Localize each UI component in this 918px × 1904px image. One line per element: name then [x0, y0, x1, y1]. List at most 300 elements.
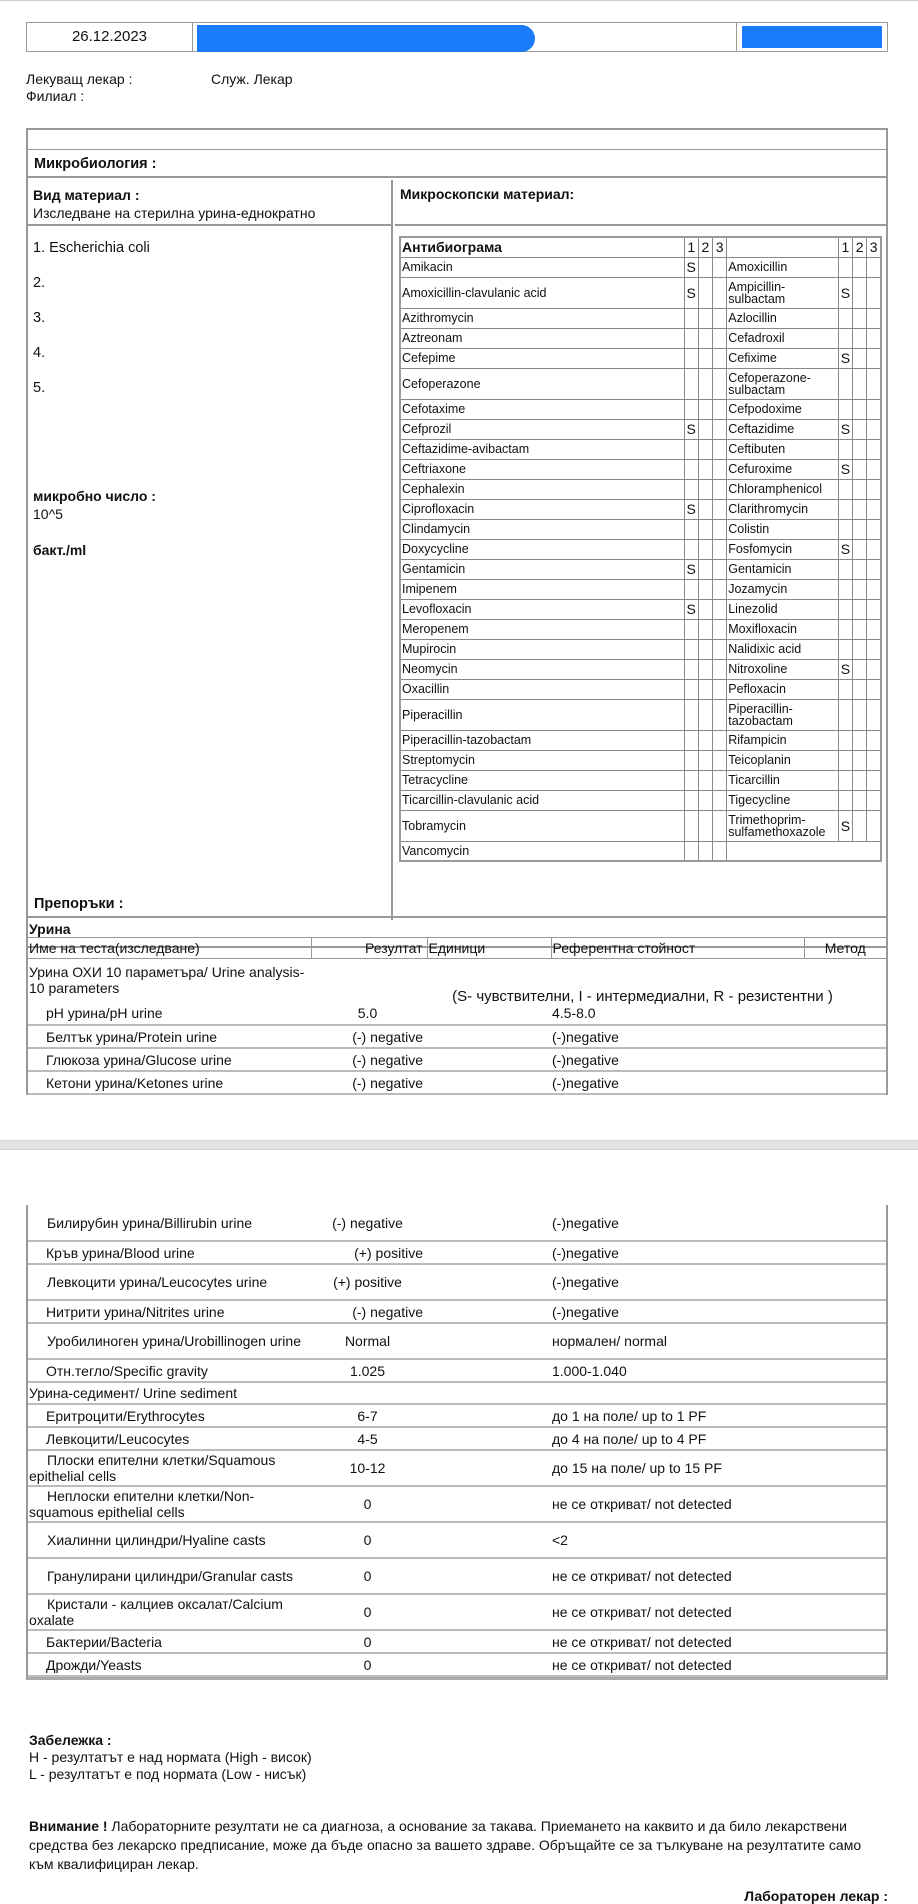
redaction-bar	[197, 25, 535, 52]
susceptibility-cell	[713, 277, 727, 308]
test-method	[804, 1002, 886, 1025]
susceptibility-cell	[838, 699, 852, 730]
branch-label: Филиал :	[26, 88, 85, 104]
antibiogram-row	[400, 699, 881, 730]
test-method	[804, 1486, 886, 1522]
antibiotic-name: Cefoperazone	[400, 368, 684, 399]
susceptibility-cell	[713, 419, 727, 439]
col-test-name: Име на теста(изследване)	[28, 938, 311, 958]
susceptibility-cell	[713, 399, 727, 419]
antibiotic-name: Vancomycin	[400, 841, 684, 861]
group-title-text: Урина ОХИ 10 параметъра/ Urine analysis-10 parameters	[29, 964, 305, 997]
test-method	[804, 1205, 886, 1241]
test-reference: (-)negative	[552, 1244, 619, 1261]
patient-id-field	[737, 23, 887, 51]
note-low: L - резултатът е под нормата (Low - нисък)	[29, 1766, 307, 1782]
test-method	[804, 1594, 886, 1630]
test-method	[804, 1300, 886, 1323]
material-value: Изследване на стерилна урина-еднократно	[33, 205, 316, 221]
susceptibility-cell	[698, 328, 712, 348]
susceptibility-cell: S	[684, 419, 698, 439]
susceptibility-cell: S	[684, 499, 698, 519]
test-result: (-) negative	[352, 1051, 423, 1068]
susceptibility-cell	[867, 308, 881, 328]
antibiotic-name: Ceftazidime	[727, 419, 839, 439]
table-row	[28, 1522, 886, 1558]
blank-header	[727, 237, 839, 257]
antibiogram-row	[400, 659, 881, 679]
test-units	[427, 1241, 551, 1264]
susceptibility-cell	[684, 679, 698, 699]
test-reference: не се откриват/ not detected	[552, 1633, 732, 1650]
susceptibility-cell	[867, 348, 881, 368]
table-row	[28, 1300, 886, 1323]
table-header	[28, 938, 886, 958]
test-reference: до 1 на поле/ up to 1 PF	[552, 1407, 707, 1424]
susceptibility-cell	[853, 619, 867, 639]
table-row	[28, 1630, 886, 1653]
susceptibility-cell	[698, 499, 712, 519]
antibiogram-header	[400, 237, 881, 257]
susceptibility-cell	[684, 308, 698, 328]
susceptibility-cell	[713, 348, 727, 368]
table-row	[28, 1653, 886, 1676]
susceptibility-cell	[713, 619, 727, 639]
antibiotic-name: Neomycin	[400, 659, 684, 679]
test-method	[804, 1241, 886, 1264]
isolate-col-header: 1	[838, 237, 852, 257]
susceptibility-cell	[867, 419, 881, 439]
count-label: микробно число :	[33, 488, 156, 504]
test-name: pH урина/pH urine	[46, 1005, 163, 1021]
antibiotic-name: Gentamicin	[727, 559, 839, 579]
antibiotic-name: Cefepime	[400, 348, 684, 368]
susceptibility-cell	[867, 790, 881, 810]
susceptibility-cell	[698, 459, 712, 479]
antibiotic-name: Amoxicillin-clavulanic acid	[400, 277, 684, 308]
susceptibility-cell	[698, 579, 712, 599]
col-result: Резултат	[311, 938, 427, 958]
organism-item: 5.	[33, 380, 46, 396]
test-result: (-) negative	[352, 1028, 423, 1045]
antibiotic-name: Cefotaxime	[400, 399, 684, 419]
susceptibility-cell	[867, 750, 881, 770]
antibiogram-row	[400, 368, 881, 399]
susceptibility-cell	[684, 579, 698, 599]
test-units	[427, 1450, 551, 1486]
antibiotic-name: Doxycycline	[400, 539, 684, 559]
susceptibility-cell	[698, 399, 712, 419]
test-name: Нитрити урина/Nitrites urine	[46, 1303, 225, 1320]
susceptibility-cell	[853, 699, 867, 730]
test-method	[804, 1071, 886, 1094]
susceptibility-cell	[867, 679, 881, 699]
table-row	[28, 1264, 886, 1300]
test-reference: <2	[552, 1532, 568, 1548]
susceptibility-cell	[867, 519, 881, 539]
antibiotic-name: Cephalexin	[400, 479, 684, 499]
test-name: Уробилиноген урина/Urobillinogen urine	[47, 1333, 301, 1349]
test-name: Кетони урина/Ketones urine	[46, 1074, 224, 1091]
antibiotic-name: Cefadroxil	[727, 328, 839, 348]
test-result: (+) positive	[333, 1274, 402, 1290]
antibiotic-name: Amikacin	[400, 257, 684, 277]
test-result: 1.025	[349, 1362, 386, 1379]
antibiotic-name: Nalidixic acid	[727, 639, 839, 659]
susceptibility-cell	[853, 499, 867, 519]
susceptibility-cell	[838, 399, 852, 419]
susceptibility-cell	[713, 579, 727, 599]
susceptibility-cell	[853, 519, 867, 539]
susceptibility-cell	[684, 519, 698, 539]
organism-item: 2.	[33, 275, 46, 291]
antibiogram-row	[400, 750, 881, 770]
antibiogram-row	[400, 399, 881, 419]
test-result: (+) positive	[354, 1244, 423, 1261]
test-units	[427, 1048, 551, 1071]
susceptibility-cell	[713, 308, 727, 328]
warning-block	[29, 1817, 879, 1874]
susceptibility-cell	[838, 639, 852, 659]
test-name: Глюкоза урина/Glucose urine	[46, 1051, 232, 1068]
urine-results-table-continued	[28, 1205, 886, 1677]
group-row	[28, 1382, 886, 1404]
antibiotic-name: Mupirocin	[400, 639, 684, 659]
antibiogram-row	[400, 679, 881, 699]
antibiotic-name: Gentamicin	[400, 559, 684, 579]
antibiotic-name: Streptomycin	[400, 750, 684, 770]
susceptibility-cell: S	[838, 277, 852, 308]
susceptibility-cell	[867, 659, 881, 679]
antibiotic-name: Ciprofloxacin	[400, 499, 684, 519]
test-reference: (-)negative	[552, 1303, 619, 1320]
warning-label: Внимание !	[29, 1818, 108, 1834]
susceptibility-cell	[684, 659, 698, 679]
susceptibility-cell	[853, 639, 867, 659]
test-units	[427, 1071, 551, 1094]
test-method	[804, 1630, 886, 1653]
susceptibility-cell	[698, 750, 712, 770]
antibiotic-name: Jozamycin	[727, 579, 839, 599]
table-row	[28, 1205, 886, 1241]
test-units	[427, 1002, 551, 1025]
test-result: 0	[363, 1604, 372, 1620]
microbial-count	[33, 487, 156, 523]
susceptibility-cell	[853, 659, 867, 679]
susceptibility-cell: S	[684, 277, 698, 308]
susceptibility-cell	[684, 841, 698, 861]
susceptibility-cell	[853, 730, 867, 750]
test-reference: (-)negative	[552, 1051, 619, 1068]
susceptibility-cell	[838, 619, 852, 639]
susceptibility-cell	[713, 841, 727, 861]
microbiology-title: Микробиология :	[28, 150, 886, 178]
antibiotic-name: Cefixime	[727, 348, 839, 368]
susceptibility-cell	[853, 328, 867, 348]
susceptibility-cell	[684, 439, 698, 459]
susceptibility-cell	[698, 679, 712, 699]
antibiogram-row	[400, 257, 881, 277]
test-name: Бактерии/Bacteria	[46, 1633, 162, 1650]
top-divider	[0, 0, 918, 1]
warning-text: Лабораторните резултати не са диагноза, а основание за такава. Приемането на каквито и да било лекарствени средства без лекарско предписание, може да бъде опасно за вашето здраве. Обръщайте се за тълкуване на резултатите само към квалифициран лекар.	[29, 1818, 862, 1872]
antibiotic-name: Moxifloxacin	[727, 619, 839, 639]
susceptibility-cell	[867, 459, 881, 479]
susceptibility-cell	[713, 659, 727, 679]
antibiogram-row	[400, 730, 881, 750]
susceptibility-cell	[867, 499, 881, 519]
antibiotic-name: Azithromycin	[400, 308, 684, 328]
antibiotic-name: Cefpodoxime	[727, 399, 839, 419]
susceptibility-cell	[698, 770, 712, 790]
susceptibility-cell	[713, 368, 727, 399]
susceptibility-cell	[698, 599, 712, 619]
susceptibility-cell	[838, 770, 852, 790]
test-method	[804, 1522, 886, 1558]
antibiogram-row	[400, 619, 881, 639]
susceptibility-cell	[698, 419, 712, 439]
test-units	[427, 1427, 551, 1450]
test-result: (-) negative	[332, 1214, 403, 1231]
susceptibility-cell	[684, 479, 698, 499]
antibiotic-name: Meropenem	[400, 619, 684, 639]
susceptibility-cell	[853, 439, 867, 459]
susceptibility-cell	[853, 539, 867, 559]
antibiotic-name: Ceftriaxone	[400, 459, 684, 479]
group-title	[28, 958, 886, 1002]
urine-results-table	[28, 938, 886, 1095]
antibiotic-name: Ceftibuten	[727, 439, 839, 459]
susceptibility-cell	[867, 257, 881, 277]
susceptibility-cell	[838, 579, 852, 599]
blank-cell	[727, 841, 881, 861]
test-name: Отн.тегло/Specific gravity	[46, 1362, 208, 1379]
test-reference: до 15 на поле/ up to 15 PF	[552, 1460, 722, 1476]
table-row	[28, 1404, 886, 1427]
susceptibility-cell	[838, 257, 852, 277]
susceptibility-cell	[853, 750, 867, 770]
susceptibility-cell	[853, 277, 867, 308]
susceptibility-cell	[867, 479, 881, 499]
test-name: Белтък урина/Protein urine	[46, 1028, 218, 1045]
count-unit: бакт./ml	[33, 542, 87, 558]
antibiotic-name: Fosfomycin	[727, 539, 839, 559]
test-result: 0	[363, 1496, 372, 1512]
test-result: 10-12	[349, 1460, 386, 1476]
susceptibility-cell	[853, 599, 867, 619]
antibiogram-row	[400, 579, 881, 599]
test-units	[427, 1653, 551, 1676]
urine-section-page1	[26, 920, 888, 1095]
susceptibility-cell	[867, 539, 881, 559]
page-separator	[0, 1140, 918, 1150]
antibiogram-row	[400, 599, 881, 619]
test-reference: не се откриват/ not detected	[552, 1496, 732, 1512]
susceptibility-cell	[838, 519, 852, 539]
test-units	[427, 1359, 551, 1382]
susceptibility-cell	[713, 479, 727, 499]
susceptibility-legend: (S- чувствителни, I - интермедиални, R - резистентни )	[452, 988, 833, 1005]
susceptibility-cell	[867, 559, 881, 579]
antibiotic-name: Levofloxacin	[400, 599, 684, 619]
antibiogram-row	[400, 519, 881, 539]
susceptibility-cell	[853, 810, 867, 841]
antibiotic-name: Rifampicin	[727, 730, 839, 750]
antibiogram-row	[400, 639, 881, 659]
susceptibility-cell	[684, 328, 698, 348]
susceptibility-cell	[867, 770, 881, 790]
table-row	[28, 1359, 886, 1382]
susceptibility-cell	[698, 539, 712, 559]
susceptibility-cell	[867, 599, 881, 619]
test-units	[427, 1205, 551, 1241]
susceptibility-cell	[698, 439, 712, 459]
antibiogram-row	[400, 770, 881, 790]
antibiotic-name: Cefprozil	[400, 419, 684, 439]
patient-name-field	[193, 23, 737, 51]
test-units	[427, 1264, 551, 1300]
susceptibility-cell	[838, 730, 852, 750]
antibiogram-row	[400, 841, 881, 861]
antibiotic-name: Aztreonam	[400, 328, 684, 348]
susceptibility-cell	[867, 328, 881, 348]
antibiotic-name: Tetracycline	[400, 770, 684, 790]
susceptibility-cell	[713, 439, 727, 459]
recommendations-label: Препоръки :	[26, 890, 888, 918]
susceptibility-cell	[853, 308, 867, 328]
test-name: Еритроцити/Erythrocytes	[46, 1407, 205, 1424]
test-reference: до 4 на поле/ up to 4 PF	[552, 1430, 707, 1447]
test-name: Неплоски епителни клетки/Non-squamous epithelial cells	[29, 1488, 255, 1520]
blank-row	[28, 130, 886, 150]
susceptibility-cell	[838, 750, 852, 770]
susceptibility-cell	[713, 328, 727, 348]
antibiogram-row	[400, 308, 881, 328]
susceptibility-cell	[867, 579, 881, 599]
susceptibility-cell	[867, 439, 881, 459]
susceptibility-cell	[684, 699, 698, 730]
test-result: 4-5	[357, 1430, 378, 1447]
susceptibility-cell	[853, 479, 867, 499]
susceptibility-cell	[838, 328, 852, 348]
susceptibility-cell	[838, 599, 852, 619]
susceptibility-cell	[867, 810, 881, 841]
test-units	[427, 1558, 551, 1594]
susceptibility-cell	[853, 679, 867, 699]
test-method	[804, 1264, 886, 1300]
antibiotic-name: Ticarcillin-clavulanic acid	[400, 790, 684, 810]
test-units	[427, 1300, 551, 1323]
col-reference: Референтна стойност	[551, 938, 804, 958]
test-method	[804, 1025, 886, 1048]
test-result: 0	[363, 1656, 372, 1673]
test-reference: не се откриват/ not detected	[552, 1604, 732, 1620]
susceptibility-cell	[853, 559, 867, 579]
susceptibility-cell	[853, 790, 867, 810]
test-reference: (-)negative	[552, 1028, 619, 1045]
susceptibility-cell	[838, 479, 852, 499]
test-reference: нормален/ normal	[552, 1333, 667, 1349]
antibiotic-name: Chloramphenicol	[727, 479, 839, 499]
antibiotic-name: Piperacillin-tazobactam	[727, 699, 839, 730]
antibiogram-row	[400, 459, 881, 479]
susceptibility-cell	[713, 257, 727, 277]
susceptibility-cell	[698, 790, 712, 810]
test-method	[804, 1427, 886, 1450]
susceptibility-cell: S	[684, 257, 698, 277]
susceptibility-cell: S	[838, 659, 852, 679]
antibiotic-name: Piperacillin-tazobactam	[400, 730, 684, 750]
susceptibility-cell	[684, 348, 698, 368]
test-reference: (-)negative	[552, 1214, 619, 1231]
susceptibility-cell	[698, 639, 712, 659]
notes-title: Забележка :	[29, 1732, 112, 1748]
lab-doctor-label: Лабораторен лекар :	[744, 1888, 888, 1904]
test-result: 6-7	[357, 1407, 378, 1424]
susceptibility-cell	[838, 368, 852, 399]
test-name: Хиалинни цилиндри/Hyaline casts	[47, 1532, 266, 1548]
susceptibility-cell	[698, 810, 712, 841]
test-name: Левкоцити урина/Leucocytes urine	[47, 1274, 268, 1290]
susceptibility-cell	[838, 559, 852, 579]
test-reference: 4.5-8.0	[552, 1005, 596, 1021]
susceptibility-cell: S	[684, 559, 698, 579]
antibiotic-name: Pefloxacin	[727, 679, 839, 699]
susceptibility-cell	[713, 750, 727, 770]
doctor-info	[26, 71, 293, 105]
susceptibility-cell	[684, 810, 698, 841]
table-row	[28, 1048, 886, 1071]
isolate-col-header: 2	[853, 237, 867, 257]
table-row	[28, 1002, 886, 1025]
susceptibility-cell	[698, 277, 712, 308]
antibiogram-table	[399, 236, 882, 862]
organism-item: 4.	[33, 345, 46, 361]
treating-doctor-value: Служ. Лекар	[211, 71, 293, 87]
test-name: Левкоцити/Leucocytes	[46, 1430, 190, 1447]
antibiotic-name: Cefuroxime	[727, 459, 839, 479]
test-name: Дрожди/Yeasts	[46, 1656, 142, 1673]
microscopic-label: Микроскопски материал:	[395, 180, 886, 226]
antibiotic-name: Colistin	[727, 519, 839, 539]
treating-doctor-label: Лекуващ лекар :	[26, 71, 133, 87]
susceptibility-cell	[853, 368, 867, 399]
antibiogram-title: Антибиограма	[400, 237, 684, 257]
antibiotic-name: Trimethoprim-sulfamethoxazole	[727, 810, 839, 841]
test-units	[427, 1025, 551, 1048]
test-result: Normal	[344, 1333, 391, 1349]
susceptibility-cell	[867, 277, 881, 308]
antibiogram-row	[400, 810, 881, 841]
susceptibility-cell: S	[838, 539, 852, 559]
test-name: Кръв урина/Blood urine	[46, 1244, 195, 1261]
antibiotic-name: Tobramycin	[400, 810, 684, 841]
susceptibility-cell	[684, 730, 698, 750]
susceptibility-cell	[713, 459, 727, 479]
susceptibility-cell	[853, 459, 867, 479]
table-row	[28, 1450, 886, 1486]
organism-item: 3.	[33, 310, 46, 326]
susceptibility-cell	[684, 770, 698, 790]
test-name: Кристали - калциев оксалат/Calcium oxalate	[29, 1596, 283, 1628]
susceptibility-cell	[713, 599, 727, 619]
urine-section-page2	[26, 1205, 888, 1680]
susceptibility-cell	[838, 790, 852, 810]
organism-item: 1. Escherichia coli	[33, 240, 150, 256]
susceptibility-cell	[853, 399, 867, 419]
isolate-col-header: 2	[698, 237, 712, 257]
susceptibility-cell	[713, 499, 727, 519]
